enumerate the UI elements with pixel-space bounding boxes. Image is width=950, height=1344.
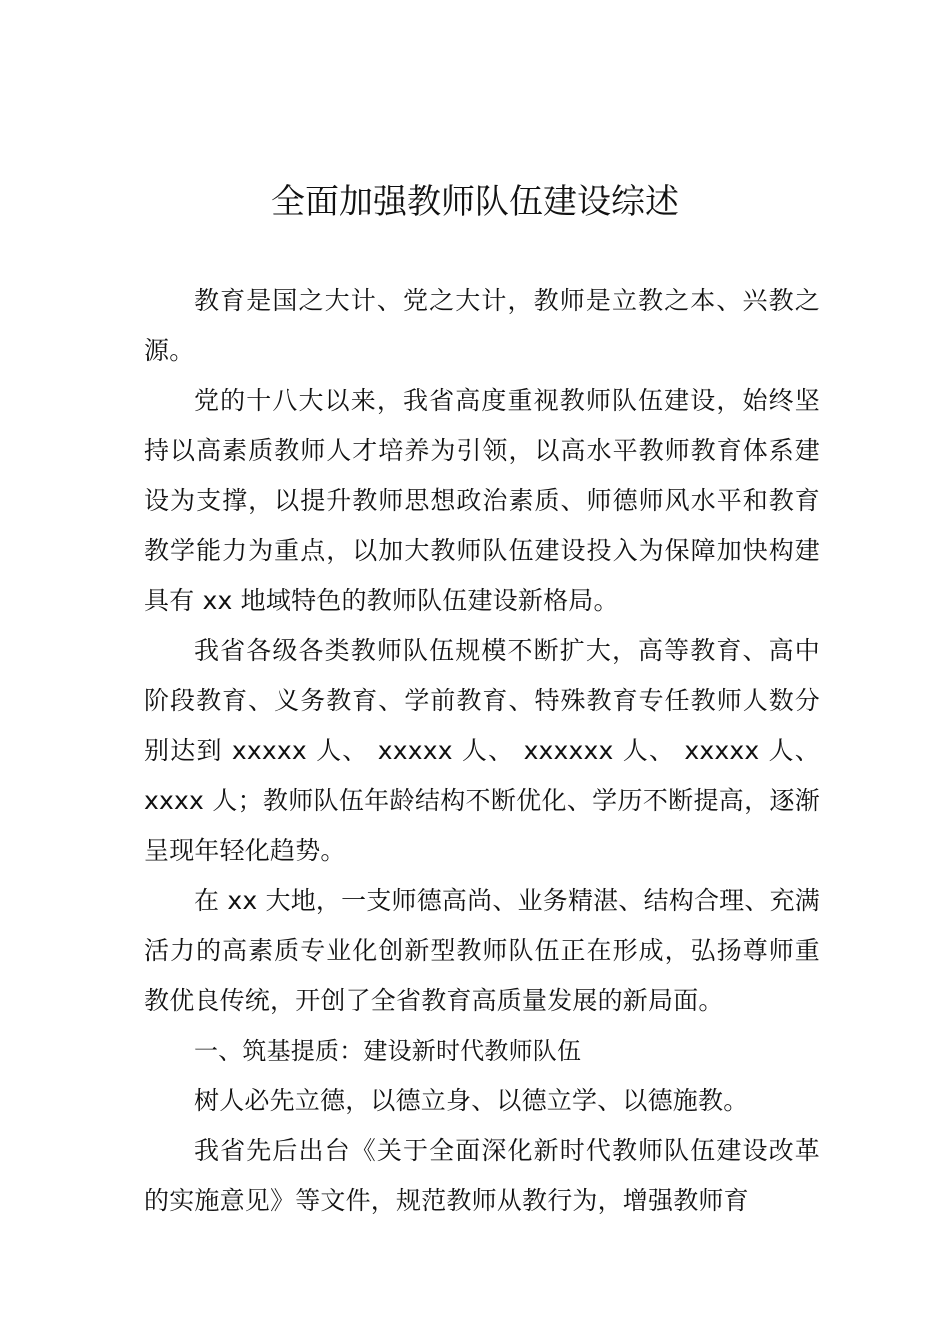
document-title: 全面加强教师队伍建设综述 — [271, 182, 679, 222]
section-heading-1: 一、筑基提质：建设新时代教师队伍 — [194, 1037, 582, 1065]
document-body — [144, 276, 820, 1226]
paragraph-policy: 我省先后出台《关于全面深化新时代教师队伍建设改革的实施意见》等文件，规范教师从教行为，增强教师育 — [144, 1136, 820, 1215]
paragraph-new-situation: 在 xx 大地，一支师德高尚、业务精湛、结构合理、充满活力的高素质专业化创新型教师队伍正在形成，弘扬尊师重教优良传统，开创了全省教育高质量发展的新局面。 — [144, 886, 820, 1015]
paragraph-since-18th-congress: 党的十八大以来，我省高度重视教师队伍建设，始终坚持以高素质教师人才培养为引领，以高水平教师教育体系建设为支撑，以提升教师思想政治素质、师德师风水平和教育教学能力为重点，以加大教师队伍建设投入为保障加快构建具有 xx 地域特色的教师队伍建设新格局。 — [144, 386, 820, 615]
paragraph-morality: 树人必先立德，以德立身、以德立学、以德施教。 — [194, 1086, 749, 1115]
paragraph-teacher-scale: 我省各级各类教师队伍规模不断扩大，高等教育、高中阶段教育、义务教育、学前教育、特殊教育专任教师人数分别达到 xxxxx 人、 xxxxx 人、 xxxxxx 人、 xxxxx 人、 xxxx 人；教师队伍年龄结构不断优化、学历不断提高，逐渐呈现年轻化趋势。 — [144, 636, 820, 865]
paragraph-intro: 教育是国之大计、党之大计，教师是立教之本、兴教之源。 — [144, 286, 820, 365]
